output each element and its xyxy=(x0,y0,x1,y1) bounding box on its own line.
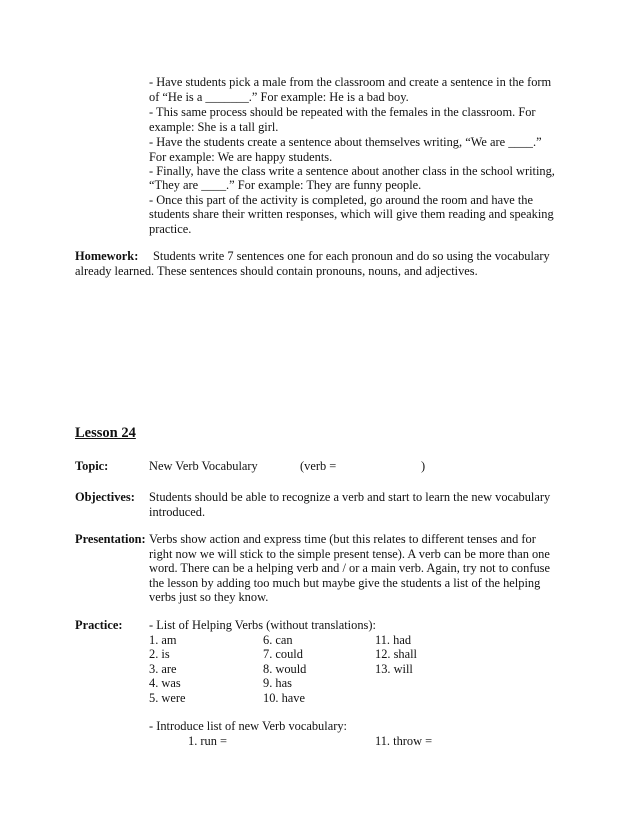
intro-line: - Have students pick a male from the classroom and create a sentence in the form xyxy=(149,75,552,89)
list-item: 8. would xyxy=(263,662,307,676)
presentation-text: right now we will stick to the simple present tense). A verb can be more than one xyxy=(149,547,550,561)
intro-line: - Have the students create a sentence about themselves writing, “We are ____.” xyxy=(149,135,542,149)
list-item: 12. shall xyxy=(375,647,417,661)
list-item: 4. was xyxy=(149,676,181,690)
intro-line: of “He is a _______.” For example: He is a bad boy. xyxy=(149,90,409,104)
list-item: 3. are xyxy=(149,662,177,676)
intro-line: - Once this part of the activity is completed, go around the room and have the xyxy=(149,193,533,207)
new-vocab-heading: - Introduce list of new Verb vocabulary: xyxy=(149,719,347,733)
list-item: 6. can xyxy=(263,633,293,647)
topic-value: New Verb Vocabulary xyxy=(149,459,258,473)
homework-text: already learned. These sentences should contain pronouns, nouns, and adjectives. xyxy=(75,264,478,278)
practice-heading: - List of Helping Verbs (without translations): xyxy=(149,618,376,632)
topic-paren-close: ) xyxy=(421,459,426,473)
objectives-text: Students should be able to recognize a verb and start to learn the new vocabulary xyxy=(149,490,551,504)
intro-line: students share their written responses, which will give them reading and speaking xyxy=(149,207,554,221)
list-item: 5. were xyxy=(149,691,186,705)
homework-text: Students write 7 sentences one for each pronoun and do so using the vocabulary xyxy=(153,249,550,263)
list-item: 9. has xyxy=(263,676,292,690)
objectives-text: introduced. xyxy=(149,505,206,519)
vocab-item: 11. throw = xyxy=(375,734,433,748)
presentation-text: the lesson by adding too much but maybe give the students a list of the helping xyxy=(149,576,541,590)
list-item: 11. had xyxy=(375,633,412,647)
list-item: 10. have xyxy=(263,691,305,705)
intro-line: example: She is a tall girl. xyxy=(149,120,279,134)
vocab-item: 1. run = xyxy=(188,734,227,748)
intro-line: - Finally, have the class write a sentence about another class in the school writing, xyxy=(149,164,555,178)
presentation-text: Verbs show action and express time (but this relates to different tenses and for xyxy=(149,532,536,546)
presentation-text: verbs just so they know. xyxy=(149,590,269,604)
intro-line: “They are ____.” For example: They are funny people. xyxy=(149,178,422,192)
intro-line: - This same process should be repeated with the females in the classroom. For xyxy=(149,105,536,119)
topic-paren-open: (verb = xyxy=(300,459,337,473)
topic-label: Topic: xyxy=(75,459,109,473)
practice-label: Practice: xyxy=(75,618,123,632)
intro-line: For example: We are happy students. xyxy=(149,150,333,164)
objectives-label: Objectives: xyxy=(75,490,135,504)
homework-label: Homework: xyxy=(75,249,139,263)
list-item: 1. am xyxy=(149,633,177,647)
lesson-title: Lesson 24 xyxy=(75,425,136,441)
presentation-text: word. There can be a helping verb and / or a main verb. Again, try not to confuse xyxy=(149,561,550,575)
list-item: 7. could xyxy=(263,647,303,661)
presentation-label: Presentation: xyxy=(75,532,146,546)
intro-line: practice. xyxy=(149,222,192,236)
list-item: 2. is xyxy=(149,647,170,661)
list-item: 13. will xyxy=(375,662,413,676)
